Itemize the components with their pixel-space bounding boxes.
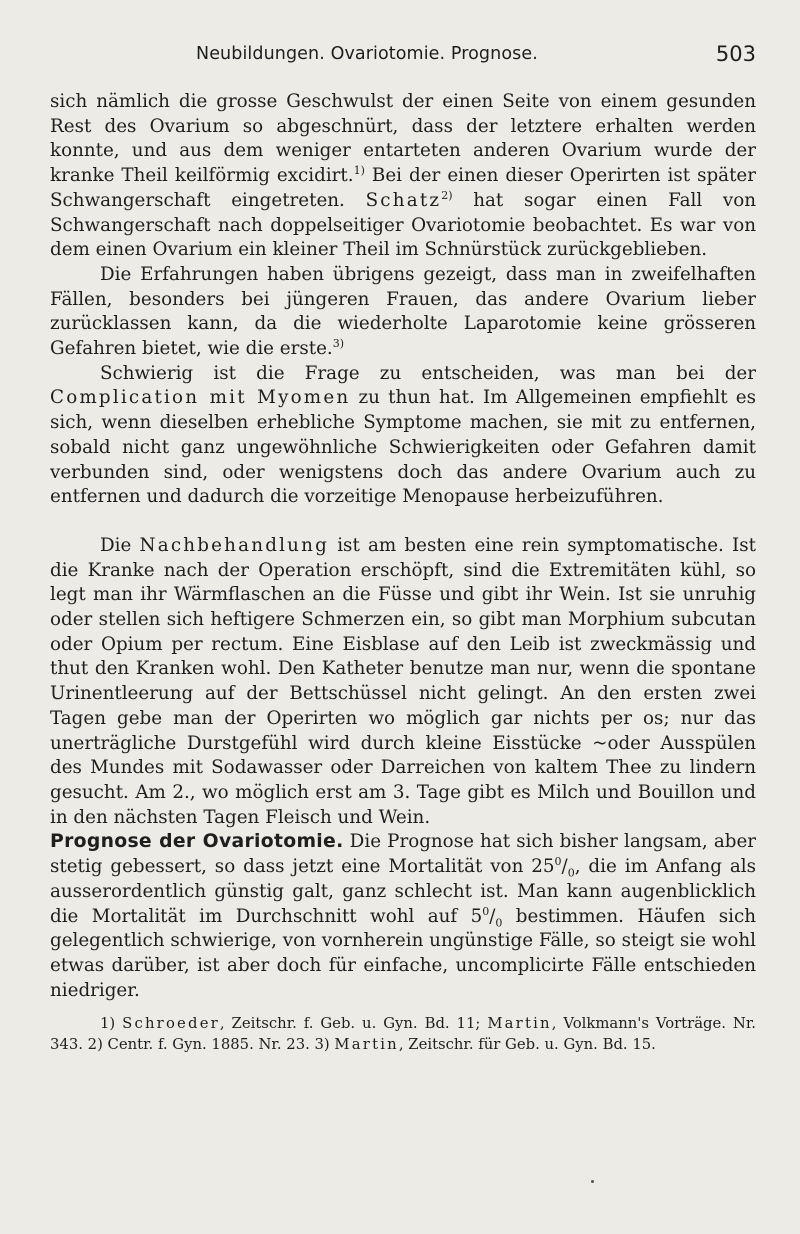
page-number: 503 [715,42,756,66]
spaced-term-nachbehandlung: Nachbehandlung [139,534,330,556]
footnote-ref-3: 3) [332,337,345,351]
paragraph-aftercare: Die Nachbehandlung ist am besten eine rein symptomatische. Ist die Kranke nach der Operation erschöpft, sind die Extremitäten kühl, so legt man ihr Wärmflaschen an die Füsse und gibt ihr Wein. Ist sie unruhig oder stellen sich heftigere Schmerzen ein, so gibt man Morphium subcutan oder Opium per rectum. Eine Eisblase auf den Leib ist zweckmässig und thut den Kranken wohl. Den Katheter benutze man nur, wenn die spontane Urinentleerung auf der Bettschüssel nicht gelingt. An den ersten zwei Tagen gebe man der Operirten wo möglich gar nichts per os; nur das unerträgliche Durstgefühl wird durch kleine Eisstücke ~oder Ausspülen des Mundes mit Sodawasser oder Darreichen von kaltem Thee zu lindern gesucht. Am 2., wo möglich erst am 3. Tage gibt es Milch und Bouillon und in den nächsten Tagen Fleisch und Wein. [50,534,756,828]
footnote-author-schroeder: Schroeder [122,1015,220,1033]
body-text [50,90,756,1070]
section-heading-prognose: Prognose der Ovariotomie. [50,831,344,853]
paragraph-fertility: sich nämlich die grosse Geschwulst der einen Seite von einem gesunden Rest des Ovarium so abgeschnürt, dass der letztere erhalten werden konnte, und aus dem weniger entarteten anderen Ovarium wurde der kranke Theil keilförmig excidirt.$^{1)}$ Bei der einen dieser Operirten ist später Schwangerschaft eingetreten. Schatz$^{2)}$ hat sogar einen Fall von Schwangerschaft nach doppelseitiger Ovariotomie beobachtet. Es war von dem einen Ovarium ein kleiner Theil im Schnürstück zurückgeblieben. [50,91,756,261]
running-head: Neubildungen. Ovariotomie. Prognose. [196,44,538,64]
paragraph-myoma-complication: Schwierig ist die Frage zu entscheiden, was man bei der Complication mit Myomen zu thun hat. Im Allgemeinen empfiehlt es sich, wenn dieselben erhebliche Symptome machen, sie mit zu entfernen, sobald nicht ganz ungewöhnliche Schwierigkeiten oder Gefahren damit verbunden sind, oder wenigstens doch das andere Ovarium auch zu entfernen und dadurch die vorzeitige Menopause herbeizuführen. [50,362,756,508]
print-speck [591,1180,594,1183]
paragraph-prognosis: Prognose der Ovariotomie. Die Prognose hat sich bisher langsam, aber stetig gebessert, so dass jetzt eine Mortalität von $25^0/_0$, die im Anfang als ausserordentlich günstig galt, ganz schlecht ist. Man kann augenblicklich die Mortalität im Durchschnitt wohl auf $5^0/_0$ bestimmen. Häufen sich gelegentlich schwierige, von vornherein ungünstige Fälle, so steigt sie wohl etwas darüber, ist aber doch für einfache, uncomplicirte Fälle entschieden niedriger. [50,831,756,1001]
paragraph-experience: Die Erfahrungen haben übrigens gezeigt, dass man in zweifelhaften Fällen, besonders bei jüngeren Frauen, das andere Ovarium lieber zurücklassen kann, da die wiederholte Laparotomie keine grösseren Gefahren bietet, wie die erste.$^{3)}$ [50,263,756,360]
footnote-ref-1: 1) [353,164,365,178]
footnotes: 1) Schroeder, Zeitschr. f. Geb. u. Gyn. Bd. 11; Martin, Volkmann's Vorträge. Nr. 343. 2) Centr. f. Gyn. 1885. Nr. 23. 3) Martin, Zeitschr. für Geb. u. Gyn. Bd. 15. [50,1015,756,1053]
author-name-schatz: Schatz [365,189,442,211]
page-header [196,42,756,72]
footnote-author-martin-2: Martin [334,1035,399,1053]
spaced-term-complication: Complication mit Myomen [50,387,351,409]
footnote-ref-2: 2) [441,188,453,202]
footnote-author-martin: Martin [487,1015,552,1033]
